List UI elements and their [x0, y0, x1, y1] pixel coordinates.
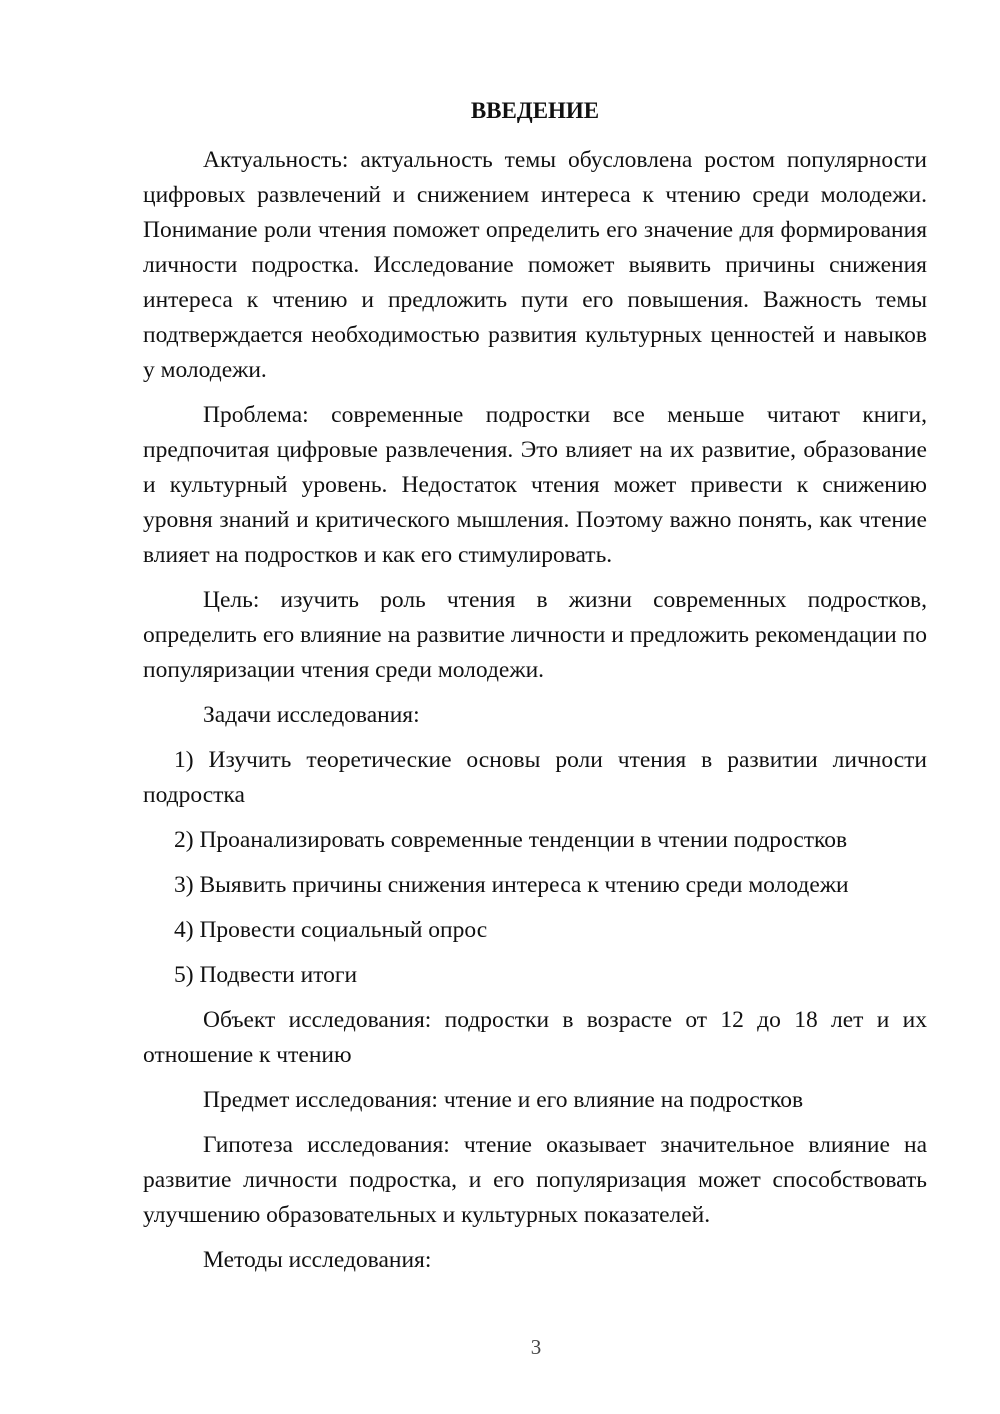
paragraph-object: Объект исследования: подростки в возрасте от 12 до 18 лет и их отношение к чтению	[143, 1007, 927, 1068]
page-number: 3	[530, 1335, 542, 1359]
list-item: 1) Изучить теоретические основы роли чтения в развитии личности подростка	[143, 747, 927, 808]
paragraph-subject: Предмет исследования: чтение и его влияние на подростков	[203, 1087, 804, 1113]
list-item: 4) Провести социальный опрос	[174, 917, 488, 943]
paragraph-problem: Проблема: современные подростки все меньше читают книги, предпочитая цифровые развлечения. Это влияет на их развитие, образование и культурный уровень. Недостаток чтения может привести к снижению уровня знаний и критического мышления. Поэтому важно понять, как чтение влияет на подростков и как его стимулировать.	[143, 402, 927, 568]
section-heading: ВВЕДЕНИЕ	[470, 98, 600, 123]
list-item: 5) Подвести итоги	[174, 962, 358, 988]
list-item: 3) Выявить причины снижения интереса к чтению среди молодежи	[174, 872, 849, 898]
paragraph-goal: Цель: изучить роль чтения в жизни современных подростков, определить его влияние на развитие личности и предложить рекомендации по популяризации чтения среди молодежи.	[143, 587, 927, 683]
tasks-list	[143, 743, 927, 993]
document-page	[143, 96, 927, 1288]
paragraph-relevance: Актуальность: актуальность темы обусловлена ростом популярности цифровых развлечений и снижением интереса к чтению среди молодежи. Понимание роли чтения поможет определить его значение для формирования личности подростка. Исследование поможет выявить причины снижения интереса к чтению и предложить пути его повышения. Важность темы подтверждается необходимостью развития культурных ценностей и навыков у молодежи.	[143, 147, 927, 383]
paragraph-hypothesis: Гипотеза исследования: чтение оказывает значительное влияние на развитие личности подростка, и его популяризация может способствовать улучшению образовательных и культурных показателей.	[143, 1132, 927, 1228]
list-item: 2) Проанализировать современные тенденции в чтении подростков	[174, 827, 848, 853]
paragraph-tasks-title: Задачи исследования:	[203, 702, 420, 728]
paragraph-methods-title: Методы исследования:	[203, 1247, 432, 1273]
